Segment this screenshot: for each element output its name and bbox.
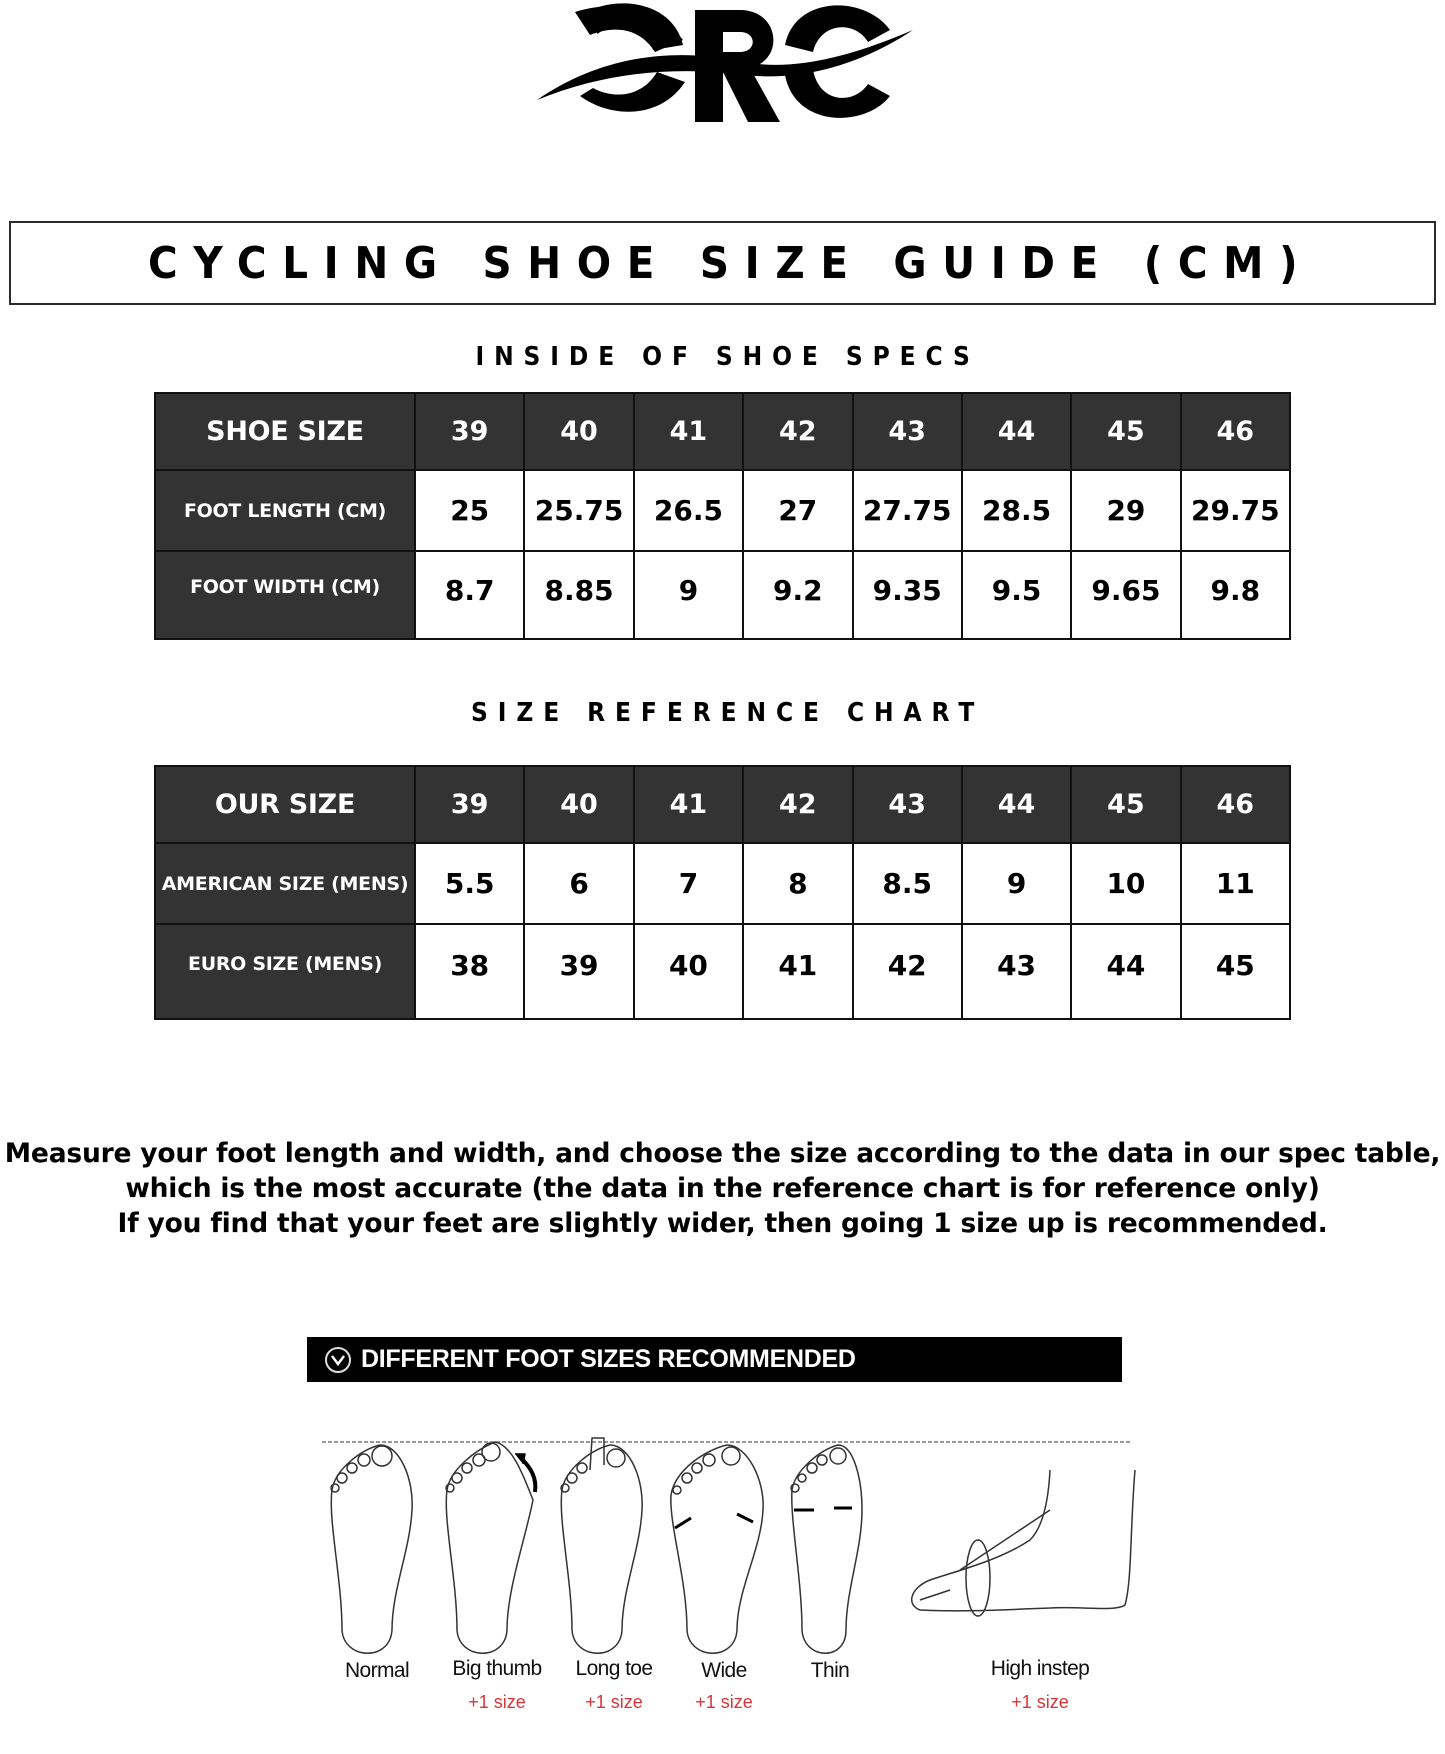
cell: 40 [524, 766, 633, 843]
foot-label-normal: Normal [344, 1659, 410, 1682]
adjustment-big-thumb: +1 size [468, 1692, 526, 1712]
cell: 27 [743, 470, 852, 551]
foot-label-thin: Thin [810, 1659, 850, 1682]
row-label: FOOT WIDTH (CM) [155, 551, 415, 639]
note-line: Measure your foot length and width, and choose the size according to the data in our spec table, [4, 1138, 1441, 1169]
row-label: EURO SIZE (MENS) [155, 924, 415, 1019]
cell: 8.85 [524, 551, 633, 639]
cell: 44 [962, 393, 1071, 470]
reference-section-heading: SIZE REFERENCE CHART [470, 698, 985, 728]
reference-table [154, 765, 1291, 1020]
foot-illustrations [320, 1430, 1140, 1670]
chevron-down-circle-icon [325, 1347, 351, 1373]
table-row [155, 393, 1290, 470]
cell: 41 [634, 766, 743, 843]
sizing-note [0, 1136, 1445, 1241]
cell: 39 [524, 924, 633, 1019]
cell: 9.65 [1071, 551, 1180, 639]
foot-long-toe-icon [561, 1438, 642, 1653]
cell: 9.8 [1181, 551, 1290, 639]
cell: 43 [962, 924, 1071, 1019]
row-label: OUR SIZE [155, 766, 415, 843]
cell: 45 [1181, 924, 1290, 1019]
recommendation-banner [307, 1337, 1122, 1382]
cell: 9.5 [962, 551, 1071, 639]
table-row [155, 470, 1290, 551]
cell: 6 [524, 843, 633, 924]
cell: 5.5 [415, 843, 524, 924]
cell: 44 [1071, 924, 1180, 1019]
row-label: FOOT LENGTH (CM) [155, 470, 415, 551]
foot-thin-icon [791, 1445, 862, 1653]
row-label: AMERICAN SIZE (MENS) [155, 843, 415, 924]
foot-label-long-toe: Long toe [575, 1657, 653, 1680]
spec-section-heading: INSIDE OF SHOE SPECS [475, 342, 980, 372]
cell: 43 [853, 393, 962, 470]
cell: 39 [415, 766, 524, 843]
cell: 11 [1181, 843, 1290, 924]
cell: 29.75 [1181, 470, 1290, 551]
row-label: SHOE SIZE [155, 393, 415, 470]
banner-text: DIFFERENT FOOT SIZES RECOMMENDED [361, 1345, 856, 1373]
cell: 8.5 [853, 843, 962, 924]
foot-normal-icon [331, 1445, 412, 1653]
cell: 42 [743, 393, 852, 470]
foot-big-thumb-icon [446, 1442, 535, 1653]
brand-logo [535, 0, 915, 125]
cell: 7 [634, 843, 743, 924]
foot-label-high-instep: High instep [990, 1657, 1090, 1680]
cell: 41 [634, 393, 743, 470]
cell: 10 [1071, 843, 1180, 924]
table-row [155, 924, 1290, 1019]
cell: 9 [962, 843, 1071, 924]
cell: 43 [853, 766, 962, 843]
table-row [155, 551, 1290, 639]
cell: 9.35 [853, 551, 962, 639]
cell: 45 [1071, 393, 1180, 470]
cell: 29 [1071, 470, 1180, 551]
foot-high-instep-icon [912, 1470, 1135, 1616]
note-line: which is the most accurate (the data in the reference chart is for reference only) [125, 1173, 1320, 1204]
cell: 9 [634, 551, 743, 639]
foot-wide-icon [671, 1445, 763, 1653]
adjustment-long-toe: +1 size [585, 1692, 643, 1712]
spec-table [154, 392, 1291, 640]
cell: 40 [524, 393, 633, 470]
cell: 28.5 [962, 470, 1071, 551]
cell: 25.75 [524, 470, 633, 551]
note-line: If you find that your feet are slightly wider, then going 1 size up is recommended. [117, 1208, 1328, 1239]
cell: 38 [415, 924, 524, 1019]
cell: 25 [415, 470, 524, 551]
cell: 46 [1181, 766, 1290, 843]
adjustment-high-instep: +1 size [1011, 1692, 1069, 1712]
cell: 44 [962, 766, 1071, 843]
cell: 8 [743, 843, 852, 924]
cell: 42 [853, 924, 962, 1019]
page-title: CYCLING SHOE SIZE GUIDE (CM) [147, 237, 1313, 289]
cell: 8.7 [415, 551, 524, 639]
cell: 41 [743, 924, 852, 1019]
cell: 45 [1071, 766, 1180, 843]
cell: 46 [1181, 393, 1290, 470]
foot-label-wide: Wide [701, 1659, 747, 1682]
cell: 42 [743, 766, 852, 843]
table-row [155, 766, 1290, 843]
cell: 39 [415, 393, 524, 470]
cell: 9.2 [743, 551, 852, 639]
foot-label-big-thumb: Big thumb [452, 1657, 542, 1680]
adjustment-wide: +1 size [695, 1692, 753, 1712]
title-box [9, 221, 1436, 305]
cell: 27.75 [853, 470, 962, 551]
cell: 26.5 [634, 470, 743, 551]
table-row [155, 843, 1290, 924]
cell: 40 [634, 924, 743, 1019]
